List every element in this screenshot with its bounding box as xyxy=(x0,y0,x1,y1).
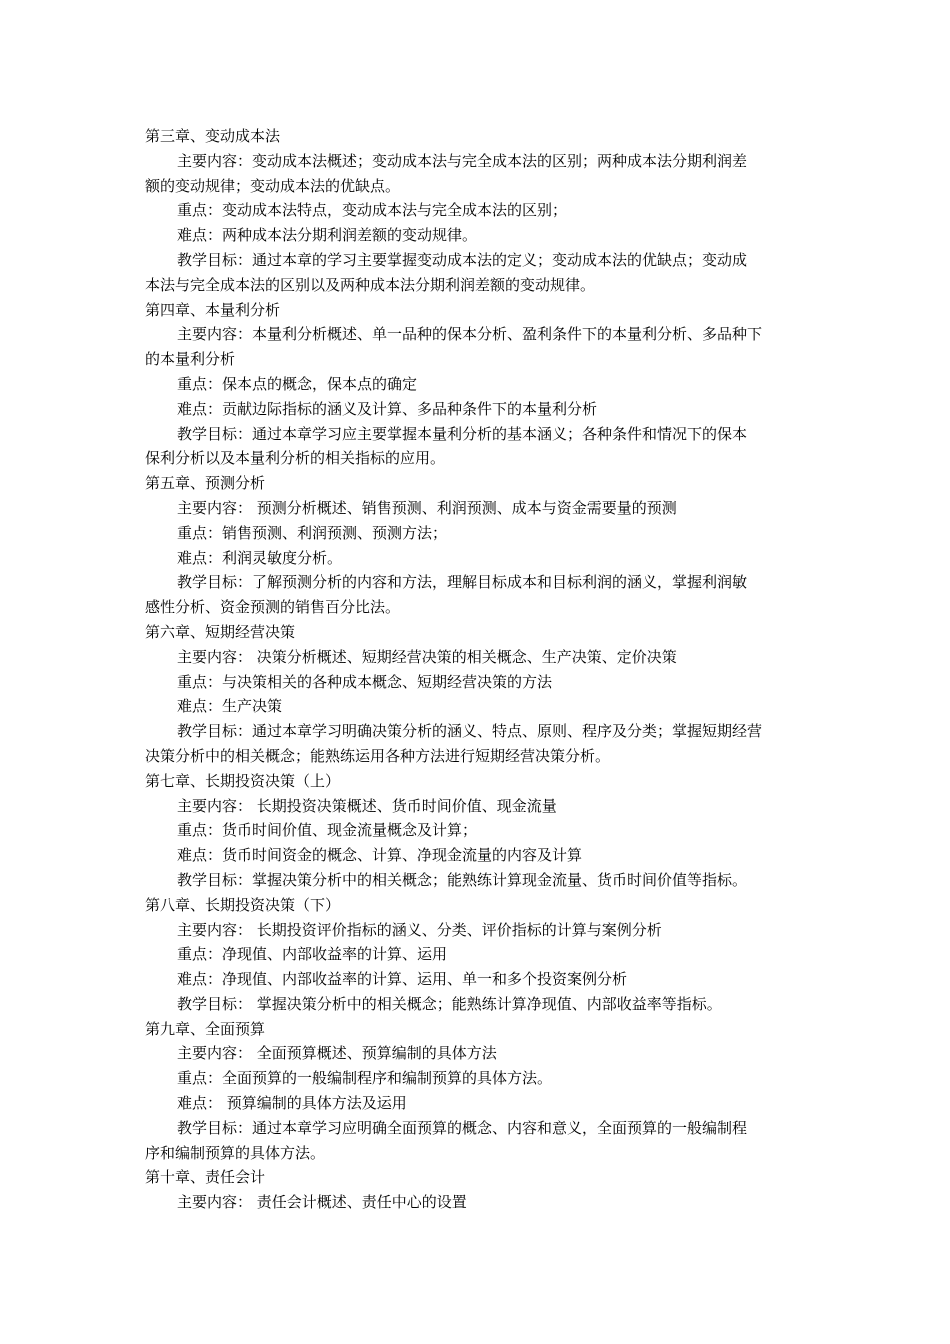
paragraph-continuation: 决策分析中的相关概念；能熟练运用各种方法进行短期经营决策分析。 xyxy=(145,746,611,765)
paragraph-line: 难点：利润灵敏度分析。 xyxy=(177,548,343,567)
paragraph-line: 重点：销售预测、利润预测、预测方法； xyxy=(177,523,448,542)
paragraph-line: 教学目标：通过本章学习明确决策分析的涵义、特点、原则、程序及分类；掌握短期经营 xyxy=(177,722,763,741)
chapter-heading: 第三章、变动成本法 xyxy=(145,127,281,145)
paragraph-line: 主要内容： 长期投资评价指标的涵义、分类、评价指标的计算与案例分析 xyxy=(177,920,662,939)
paragraph-line: 教学目标：了解预测分析的内容和方法，理解目标成本和目标利润的涵义，掌握利润敏 xyxy=(177,573,748,592)
paragraph-line: 主要内容： 预测分析概述、销售预测、利润预测、成本与资金需要量的预测 xyxy=(177,498,677,517)
paragraph-line: 教学目标：通过本章学习应明确全面预算的概念、内容和意义，全面预算的一般编制程 xyxy=(177,1118,748,1137)
paragraph-line: 重点：保本点的概念，保本点的确定 xyxy=(177,374,418,393)
paragraph-line: 重点：变动成本法特点，变动成本法与完全成本法的区别； xyxy=(177,201,568,220)
paragraph-line: 难点：贡献边际指标的涵义及计算、多品种条件下的本量利分析 xyxy=(177,399,598,418)
paragraph-line: 重点：全面预算的一般编制程序和编制预算的具体方法。 xyxy=(177,1069,553,1088)
paragraph-line: 教学目标：掌握决策分析中的相关概念；能熟练计算现金流量、货币时间价值等指标。 xyxy=(177,870,748,889)
paragraph-line: 教学目标： 掌握决策分析中的相关概念；能熟练计算净现值、内部收益率等指标。 xyxy=(177,994,722,1013)
paragraph-line: 主要内容： 决策分析概述、短期经营决策的相关概念、生产决策、定价决策 xyxy=(177,647,677,666)
paragraph-line: 主要内容：变动成本法概述；变动成本法与完全成本法的区别；两种成本法分期利润差 xyxy=(177,151,748,170)
chapter-heading: 第五章、预测分析 xyxy=(145,474,266,493)
paragraph-line: 教学目标：通过本章学习应主要掌握本量利分析的基本涵义；各种条件和情况下的保本 xyxy=(177,424,748,443)
paragraph-line: 主要内容： 长期投资决策概述、货币时间价值、现金流量 xyxy=(177,796,557,815)
chapter-heading: 第四章、本量利分析 xyxy=(145,300,281,319)
paragraph-continuation: 本法与完全成本法的区别以及两种成本法分期利润差额的变动规律。 xyxy=(145,275,596,294)
paragraph-line: 主要内容：本量利分析概述、单一品种的保本分析、盈利条件下的本量利分析、多品种下 xyxy=(177,325,763,344)
chapter-heading: 第九章、全面预算 xyxy=(145,1019,266,1038)
paragraph-continuation: 感性分析、资金预测的销售百分比法。 xyxy=(145,598,401,617)
paragraph-line: 重点：净现值、内部收益率的计算、运用 xyxy=(177,945,448,964)
paragraph-line: 主要内容： 责任会计概述、责任中心的设置 xyxy=(177,1193,467,1212)
chapter-heading: 第十章、责任会计 xyxy=(145,1168,266,1187)
paragraph-continuation: 保利分析以及本量利分析的相关指标的应用。 xyxy=(145,449,446,468)
document-page xyxy=(145,124,810,1215)
paragraph-line: 主要内容： 全面预算概述、预算编制的具体方法 xyxy=(177,1044,497,1063)
paragraph-line: 重点：与决策相关的各种成本概念、短期经营决策的方法 xyxy=(177,672,553,691)
chapter-heading: 第七章、长期投资决策（上） xyxy=(145,771,341,790)
paragraph-continuation: 序和编制预算的具体方法。 xyxy=(145,1143,326,1162)
paragraph-line: 难点：货币时间资金的概念、计算、净现金流量的内容及计算 xyxy=(177,846,583,865)
chapter-heading: 第六章、短期经营决策 xyxy=(145,622,296,641)
paragraph-line: 难点：两种成本法分期利润差额的变动规律。 xyxy=(177,226,478,245)
paragraph-line: 教学目标：通过本章的学习主要掌握变动成本法的定义；变动成本法的优缺点；变动成 xyxy=(177,250,748,269)
paragraph-continuation: 额的变动规律；变动成本法的优缺点。 xyxy=(145,176,401,195)
paragraph-line: 重点：货币时间价值、现金流量概念及计算； xyxy=(177,821,478,840)
paragraph-line: 难点：净现值、内部收益率的计算、运用、单一和多个投资案例分析 xyxy=(177,970,628,989)
paragraph-line: 难点：生产决策 xyxy=(177,697,283,716)
paragraph-line: 难点： 预算编制的具体方法及运用 xyxy=(177,1094,407,1113)
paragraph-continuation: 的本量利分析 xyxy=(145,350,236,369)
chapter-heading: 第八章、长期投资决策（下） xyxy=(145,895,341,914)
